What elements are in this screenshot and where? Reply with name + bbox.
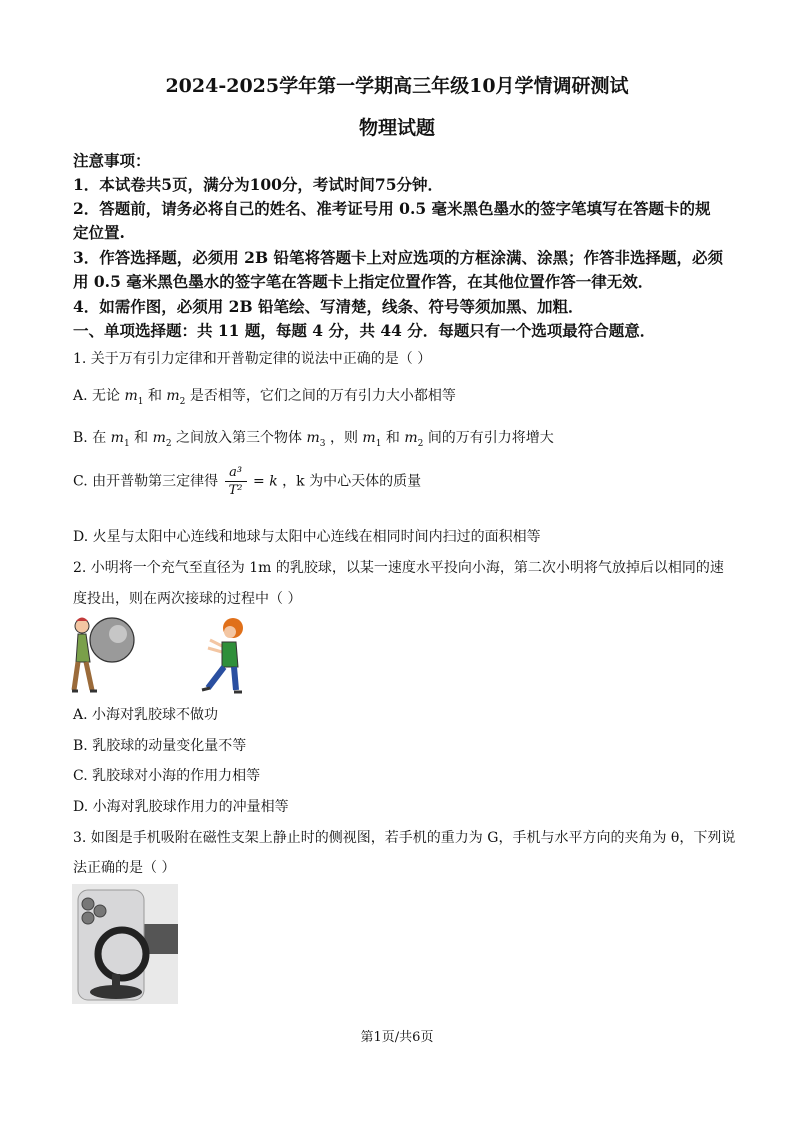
exam-title: 2024-2025学年第一学期高三年级10月学情调研测试 [165,75,629,97]
question-2-option-d: D. 小海对乳胶球作用力的冲量相等 [73,799,289,815]
question-1-option-a: A. 无论 $m_1$ 和 $m_2$ 是否相等，它们之间的万有引力大小都相等 [73,388,456,407]
question-1-option-b: B. 在 $m_1$ 和 $m_2$ 之间放入第三个物体 $m_3$ ，则 $m_1$ 和 $m_2$ 间的万有引力将增大 [73,430,554,449]
receiver-figure [202,618,243,692]
question-2-option-c: C. 乳胶球对小海的作用力相等 [73,768,261,784]
kepler-fraction: $\frac{\text{a³}}{\text{T²}}$ [225,466,247,497]
notice-item-2a: 2．答题前，请务必将自己的姓名、准考证号用 0.5 毫米黑色墨水的签字笔填写在答题卡的规 [73,199,711,218]
notice-heading: 注意事项： [73,151,151,170]
notice-item-1: 1．本试卷共5页，满分为100分，考试时间75分钟． [73,175,443,194]
notice-item-3a: 3．作答选择题，必须用 2B 铅笔将答题卡上对应选项的方框涂满、涂黑；作答非选择题，必须 [73,248,723,267]
question-2-stem-line1: 2. 小明将一个充气至直径为 1m 的乳胶球，以某一速度水平投向小海，第二次小明将气放掉后以相同的速 [73,560,724,576]
question-1-option-d: D. 火星与太阳中心连线和地球与太阳中心连线在相同时间内扫过的面积相等 [73,529,541,545]
notice-item-2b: 定位置. [73,223,125,242]
section-heading: 一、单项选择题：共 11 题，每题 4 分，共 44 分．每题只有一个选项最符合题意． [73,321,656,340]
question-2-option-a: A. 小海对乳胶球不做功 [73,707,219,723]
question-2-option-b: B. 乳胶球的动量变化量不等 [73,738,247,754]
question-1-option-c: C. 由开普勒第三定律得 $\frac{\text{a³}}{\text{T²}}$ = k ，k 为中心天体的质量 [73,465,422,498]
notice-item-4: 4．如需作图，必须用 2B 铅笔绘、写清楚，线条、符号等须加黑、加粗． [73,297,584,316]
question-1-stem: 1. 关于万有引力定律和开普勒定律的说法中正确的是（ ） [73,351,432,367]
question-3-stem-line2: 法正确的是（ ） [73,860,176,876]
notice-item-3b: 用 0.5 毫米黑色墨水的签字笔在答题卡上指定位置作答，在其他位置作答一律无效． [73,272,654,291]
question-2-stem-line2: 度投出，则在两次接球的过程中（ ） [73,591,302,607]
exam-subtitle: 物理试题 [358,117,435,139]
question-3-stem-line1: 3. 如图是手机吸附在磁性支架上静止时的侧视图，若手机的重力为 G，手机与水平方向的夹角为 θ，下列说 [73,830,736,846]
page-footer: 第1页/共6页 [360,1030,434,1045]
ball-throw-illustration [70,612,260,697]
phone-stand-photo [72,884,178,1004]
